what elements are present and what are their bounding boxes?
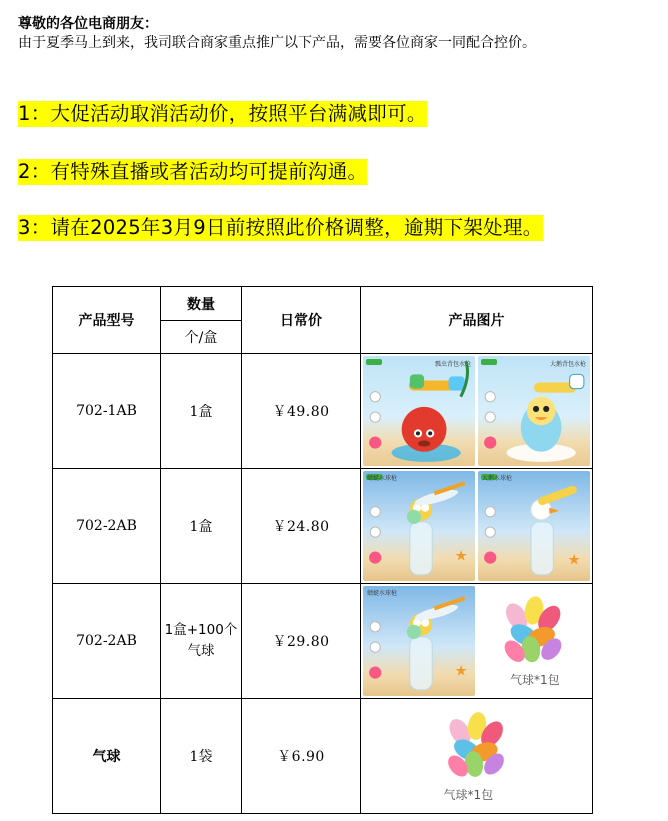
- svg-text:★: ★: [454, 663, 468, 680]
- product-image-dragonfly-gun: [363, 586, 475, 696]
- dragonfly-gun-illustration: [363, 471, 475, 581]
- product-image-goose-gun: [478, 471, 590, 581]
- cell-model: 702-1AB: [53, 354, 161, 469]
- cell-model: 702-2AB: [53, 584, 161, 699]
- cell-qty: 1袋: [161, 699, 242, 814]
- header-qty-unit: 个/盒: [161, 321, 242, 354]
- cell-qty: 1盒: [161, 469, 242, 584]
- product-image-dragonfly-gun: [363, 471, 475, 581]
- cell-qty: 1盒+100个气球: [161, 584, 242, 699]
- header-images: 产品图片: [361, 287, 593, 354]
- svg-text:★: ★: [454, 548, 468, 565]
- product-image-duck-gun: [478, 356, 590, 466]
- cell-qty: 1盒: [161, 354, 242, 469]
- image-caption: 蜻蜓水球枪: [367, 475, 398, 482]
- cell-model: 702-2AB: [53, 469, 161, 584]
- notice-point-3: 3：请在2025年3月9日前按照此价格调整，逾期下架处理。: [18, 216, 543, 239]
- cell-price: ￥6.90: [242, 699, 361, 814]
- svg-text:★: ★: [567, 552, 581, 569]
- notice-point-1: 1：大促活动取消活动价，按照平台满减即可。: [18, 102, 427, 125]
- product-image-balloons: [478, 586, 590, 696]
- header-model: 产品型号: [53, 287, 161, 354]
- ladybug-gun-illustration: [363, 356, 475, 466]
- header-price: 日常价: [242, 287, 361, 354]
- table-row: [53, 469, 593, 584]
- table-row: [53, 584, 593, 699]
- cell-images: [361, 584, 593, 699]
- duck-gun-illustration: [478, 356, 590, 466]
- image-caption: 瓢虫背包水枪: [434, 361, 471, 368]
- image-caption: 大鹅背包水枪: [549, 361, 586, 368]
- balloon-caption: 气球*1包: [510, 673, 560, 687]
- cell-price: ￥24.80: [242, 469, 361, 584]
- price-table: [52, 286, 593, 814]
- intro-text: 由于夏季马上到来，我司联合商家重点推广以下产品，需要各位商家一同配合控价。: [18, 35, 536, 51]
- cell-price: ￥49.80: [242, 354, 361, 469]
- header-qty: 数量: [161, 287, 242, 321]
- cell-price: ￥29.80: [242, 584, 361, 699]
- goose-gun-illustration: [478, 471, 590, 581]
- image-caption: 大鹅水球枪: [482, 475, 513, 482]
- image-caption: 蜻蜓水球枪: [367, 590, 398, 597]
- product-image-balloons: [422, 701, 532, 811]
- product-image-ladybug-gun: [363, 356, 475, 466]
- cell-model: 气球: [53, 699, 161, 814]
- table-row: [53, 354, 593, 469]
- notice-point-2: 2：有特殊直播或者活动均可提前沟通。: [18, 160, 368, 183]
- balloon-caption: 气球*1包: [443, 788, 494, 802]
- dragonfly-gun-illustration: [363, 586, 475, 696]
- greeting: 尊敬的各位电商朋友：: [18, 16, 158, 32]
- cell-images: [361, 469, 593, 584]
- table-row: [53, 699, 593, 814]
- cell-images: [361, 354, 593, 469]
- cell-images: [361, 699, 593, 814]
